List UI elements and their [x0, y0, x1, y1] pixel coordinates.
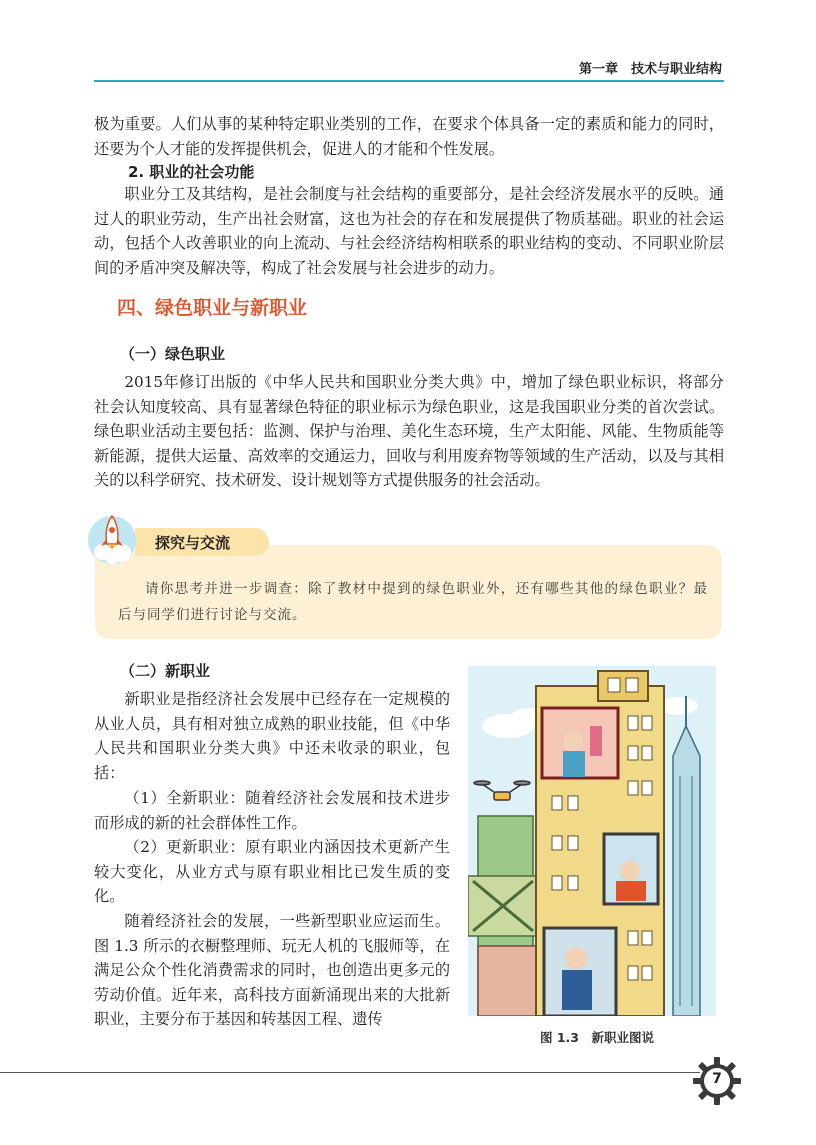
- figure-caption: 图 1.3 新职业图说: [540, 1030, 654, 1045]
- paragraph-emerging: 随着经济社会的发展，一些新型职业应运而生。图 1.3 所示的衣橱整理师、玩无人机的飞服师等，在满足公众个性化消费需求的同时，也创造出更多元的劳动价值。近年来，高科技方面新涌现出来的大批新职业，主要分布于基因和转基因工程、遗传: [94, 912, 450, 1029]
- running-header-title: 第一章 技术与职业结构: [578, 62, 722, 77]
- subheading-social-function: 2. 职业的社会功能: [128, 163, 255, 181]
- paragraph-continued: 极为重要。人们从事的某种特定职业类别的工作，在要求个体具备一定的素质和能力的同时，还要为个人才能的发挥提供机会，促进人的才能和个性发展。: [94, 115, 724, 158]
- subheading-new-occupations: （二）新职业: [120, 662, 211, 680]
- figure-illustration: [468, 666, 716, 1016]
- paragraph-green-occupations: 2015年修订出版的《中华人民共和国职业分类大典》中，增加了绿色职业标识，将部分社会认知度较高、具有显著绿色特征的职业标示为绿色职业，这是我国职业分类的首次尝试。绿色职业活动主要包括：监测、保护与治理、美化生态环境，生产太阳能、风能、生物质能等新能源，提供大运量、高效率的交通运力，回收与利用废弃物等领域的生产活动，以及与其相关的以科学研究、技术研发、设计规划等方式提供服务的社会活动。: [94, 373, 724, 490]
- paragraph-brand-new: （1）全新职业：随着经济社会发展和技术进步而形成的新的社会群体性工作。: [94, 789, 450, 832]
- header-rule: [94, 80, 724, 82]
- section-title: 四、绿色职业与新职业: [117, 297, 308, 319]
- paragraph-social-function: 职业分工及其结构，是社会制度与社会结构的重要部分，是社会经济发展水平的反映。通过人的职业劳动，生产出社会财富，这也为社会的存在和发展提供了物质基础。职业的社会运动，包括个人改善职业的向上流动、与社会经济结构相联系的职业结构的变动、不同职业阶层间的矛盾冲突及解决等，构成了社会发展与社会进步的动力。: [94, 185, 724, 277]
- page-number: 7: [712, 1071, 722, 1087]
- new-occupations-building-illustration: [468, 666, 716, 1016]
- paragraph-new-occupations-def: 新职业是指经济社会发展中已经存在一定规模的从业人员，具有相对独立成熟的职业技能，但《中华人民共和国职业分类大典》中还未收录的职业，包括：: [94, 690, 450, 782]
- footer-rule: [0, 1072, 700, 1073]
- inquiry-text: 请你思考并进一步调查：除了教材中提到的绿色职业外，还有哪些其他的绿色职业？最后与同学们进行讨论与交流。: [118, 581, 708, 623]
- inquiry-label: 探究与交流: [155, 534, 231, 552]
- subheading-green-occupations: （一）绿色职业: [120, 345, 226, 363]
- rocket-icon: [84, 510, 140, 566]
- paragraph-updated: （2）更新职业：原有职业内涵因技术更新产生较大变化，从业方式与原有职业相比已发生质的变化。: [94, 838, 450, 906]
